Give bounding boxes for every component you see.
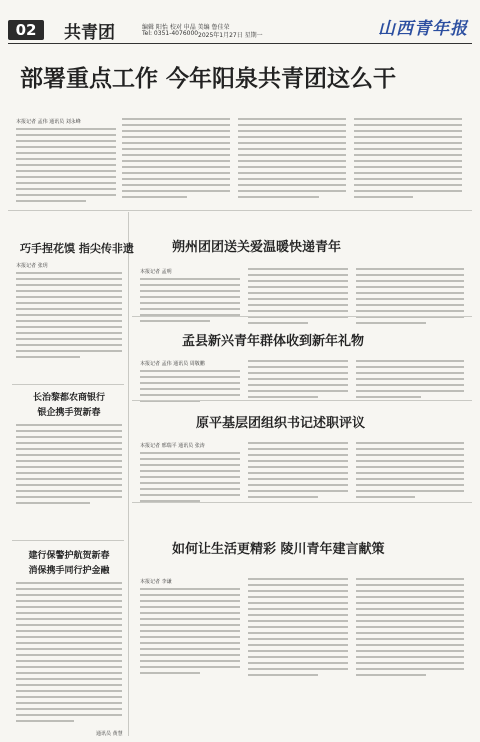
divider bbox=[132, 400, 472, 401]
article-body-col2 bbox=[248, 360, 348, 402]
article-headline-line2: 银企携手贺新春 bbox=[37, 408, 101, 418]
article-byline: 本报记者 邢瑞平 通讯员 张涛 bbox=[140, 443, 205, 449]
article-headline: 建行保警护航贺新春 bbox=[28, 551, 110, 561]
article-body-col1 bbox=[140, 278, 240, 326]
lead-body-col3 bbox=[238, 118, 346, 202]
article-credit: 通讯员 黄慧 bbox=[96, 731, 123, 737]
divider bbox=[8, 210, 472, 211]
article-body-col1 bbox=[140, 588, 240, 678]
article-body bbox=[16, 424, 122, 508]
article-body-col3 bbox=[356, 360, 464, 402]
article-byline: 本报记者 张玥 bbox=[16, 263, 48, 269]
divider bbox=[132, 502, 472, 503]
article-body-col2 bbox=[248, 578, 348, 680]
divider bbox=[12, 384, 124, 385]
article-headline: 如何让生活更精彩 陵川青年建言献策 bbox=[172, 542, 385, 557]
page-number: 02 bbox=[8, 20, 44, 40]
article-body-col3 bbox=[356, 578, 464, 680]
article-headline-line2: 消保携手同行护金融 bbox=[28, 566, 110, 576]
article-byline: 本报记者 孟明 bbox=[140, 269, 172, 275]
lead-body-col4 bbox=[354, 118, 462, 202]
lead-body-col2 bbox=[122, 118, 230, 202]
header-rule bbox=[8, 43, 472, 44]
article-byline: 本报记者 李谦 bbox=[140, 579, 172, 585]
article-byline: 本报记者 孟伟 通讯员 周敬鹏 bbox=[140, 361, 205, 367]
page-header bbox=[0, 0, 480, 44]
section-name: 共青团 bbox=[64, 23, 115, 43]
article-headline: 巧手捏花馍 指尖传非遗 bbox=[20, 242, 134, 255]
lead-headline: 部署重点工作 今年阳泉共青团这么干 bbox=[20, 66, 397, 92]
article-body-col2 bbox=[248, 268, 348, 328]
article-headline: 长治黎都农商银行 bbox=[32, 393, 105, 403]
article-headline: 原平基层团组织书记述职评议 bbox=[196, 416, 366, 431]
issue-date: 2025年1月27日 星期一 bbox=[198, 32, 263, 39]
lead-body-col1 bbox=[16, 128, 116, 206]
article-body bbox=[16, 272, 122, 362]
article-body-col3 bbox=[356, 442, 464, 502]
lead-byline: 本报记者 孟伟 通讯员 刘永峰 bbox=[16, 119, 81, 125]
article-body bbox=[16, 582, 122, 726]
divider bbox=[132, 316, 472, 317]
divider bbox=[12, 540, 124, 541]
article-headline: 朔州团团送关爱温暖快递青年 bbox=[172, 240, 342, 255]
column-divider bbox=[128, 212, 129, 736]
article-headline: 孟县新兴青年群体收到新年礼物 bbox=[182, 334, 365, 349]
newspaper-logo: 山西青年报 bbox=[378, 19, 468, 39]
telephone: Tel: 0351-4076000 bbox=[142, 30, 199, 37]
editor-credit: 编辑 阳怡 校对 申晶 美编 鲁佳荣 bbox=[142, 24, 230, 31]
article-body-col3 bbox=[356, 268, 464, 328]
article-body-col2 bbox=[248, 442, 348, 502]
article-body-col1 bbox=[140, 452, 240, 506]
